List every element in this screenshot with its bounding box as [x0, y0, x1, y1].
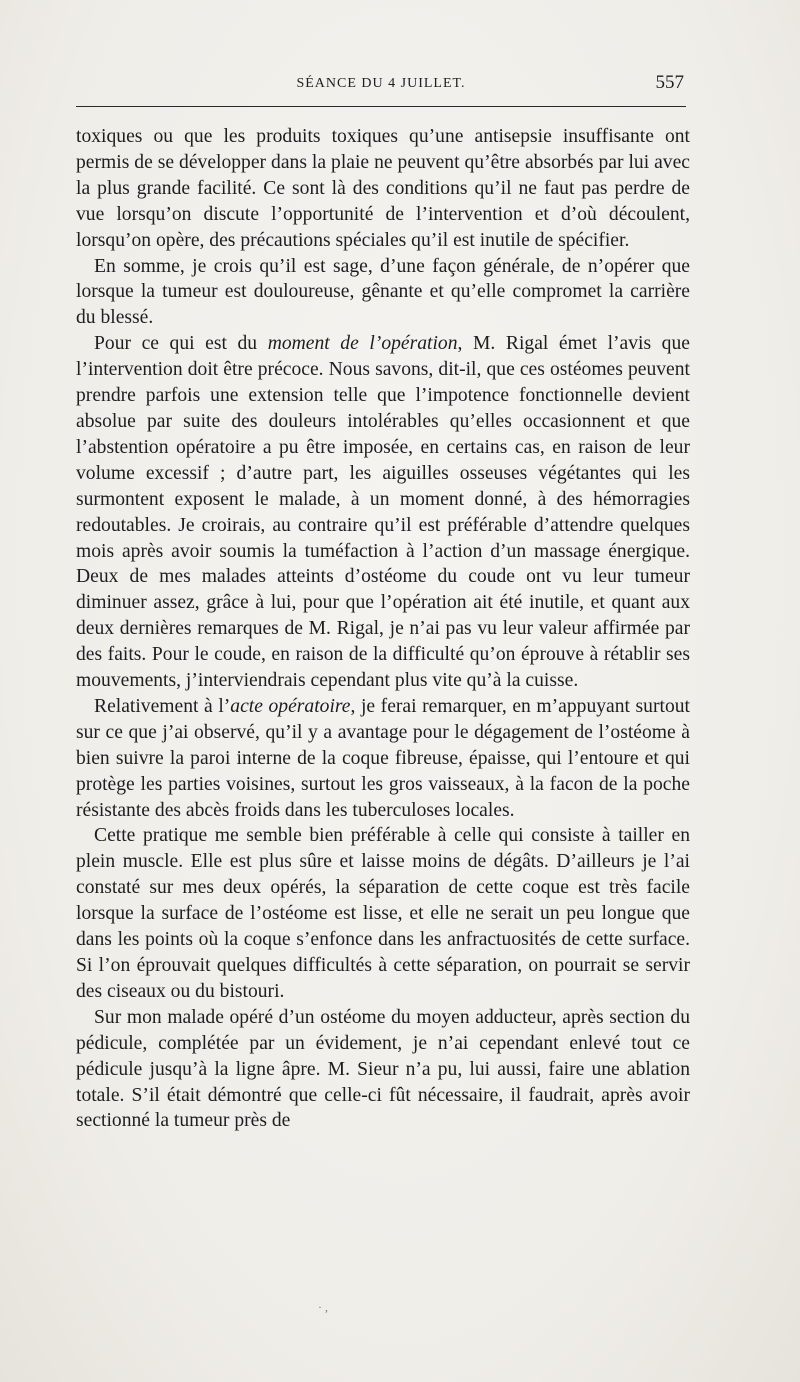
paragraph: [76, 254, 690, 332]
paragraph-text-lead: Pour ce qui est du: [94, 333, 268, 355]
paragraph: [76, 1005, 690, 1135]
paragraph: [76, 694, 690, 824]
paragraph-text: toxiques ou que les produits toxiques qu’une antisepsie insuffisante ont permis de se développer dans la plaie ne peuvent qu’être absorbés par lui avec la plus grande facilité. Ce sont là des conditions qu’il ne faut pas perdre de vue lorsqu’on discute l’opportunité de l’intervention et d’où découlent, lorsqu’on opère, des précautions spéciales qu’il est inutile de spécifier.: [76, 126, 690, 251]
paragraph: [76, 331, 690, 694]
header-rule: [76, 106, 686, 107]
paragraph-text-rest: , je ferai remarquer, en m’appuyant surtout sur ce que j’ai observé, qu’il y a avantage pour le dégagement de l’ostéome à bien suivre la paroi interne de la coque fibreuse, épaisse, qui l’entoure et qui protège les parties voisines, surtout les gros vaisseaux, à la facon de la poche résistante des abcès froids dans les tuberculoses locales.: [76, 695, 690, 821]
paragraph-text: En somme, je crois qu’il est sage, d’une façon générale, de n’opérer que lorsque la tumeur est douloureuse, gênante et qu’elle compromet la carrière du blessé.: [76, 255, 690, 329]
paragraph-text: Sur mon malade opéré d’un ostéome du moyen adducteur, après section du pédicule, complétée par un évidement, je n’ai cependant enlevé tout ce pédicule jusqu’à la ligne âpre. M. Sieur n’a pu, lui aussi, faire une ablation totale. S’il était démontré que celle-ci fût nécessaire, il faudrait, après avoir sectionné la tumeur près de: [76, 1006, 690, 1132]
paragraph-text-lead: Relativement à l’: [94, 695, 231, 717]
footer-mark: · ,: [318, 1300, 328, 1314]
paragraph-continued: [76, 124, 690, 254]
paragraph-italic-term: acte opératoire: [230, 695, 351, 717]
paragraph: [76, 823, 690, 1004]
running-head: [76, 72, 686, 102]
body-text: [76, 124, 690, 1134]
running-title: SÉANCE DU 4 JUILLET.: [296, 76, 466, 91]
paragraph-italic-term: moment de l’opération: [267, 333, 458, 355]
paragraph-text: Cette pratique me semble bien préférable à celle qui consiste à tailler en plein muscle. Elle est plus sûre et laisse moins de dégâts. D’ailleurs je l’ai constaté sur mes deux opérés, la séparation de cette coque est très facile lorsque la surface de l’ostéome est lisse, et elle ne serait un peu longue que dans les points où la coque s’enfonce dans les anfractuosités de cette surface. Si l’on éprouvait quelques difficultés à cette séparation, on pourrait se servir des ciseaux ou du bistouri.: [76, 825, 690, 1002]
page-number: 557: [655, 72, 684, 93]
paragraph-text-rest: , M. Rigal émet l’avis que l’intervention doit être précoce. Nous savons, dit-il, que ces ostéomes peuvent prendre parfois une extension telle que l’impotence fonctionnelle devient absolue par suite des douleurs intolérables qu’elles occasionnent et que l’abstention opératoire a pu être imposée, en certains cas, en raison de leur volume excessif ; d’autre part, les aiguilles osseuses végétantes qui les surmontent exposent le malade, à un moment donné, à des hémorragies redoutables. Je croirais, au contraire qu’il est préférable d’attendre quelques mois après avoir soumis la tuméfaction à l’action d’un massage énergique. Deux de mes malades atteints d’ostéome du coude ont vu leur tumeur diminuer assez, grâce à lui, pour que l’opération ait été inutile, et quant aux deux dernières remarques de M. Rigal, je n’ai pas vu leur valeur affirmée par des faits. Pour le coude, en raison de la difficulté qu’on éprouve à rétablir ses mouvements, j’interviendrais cependant plus vite qu’à la cuisse.: [76, 333, 690, 692]
